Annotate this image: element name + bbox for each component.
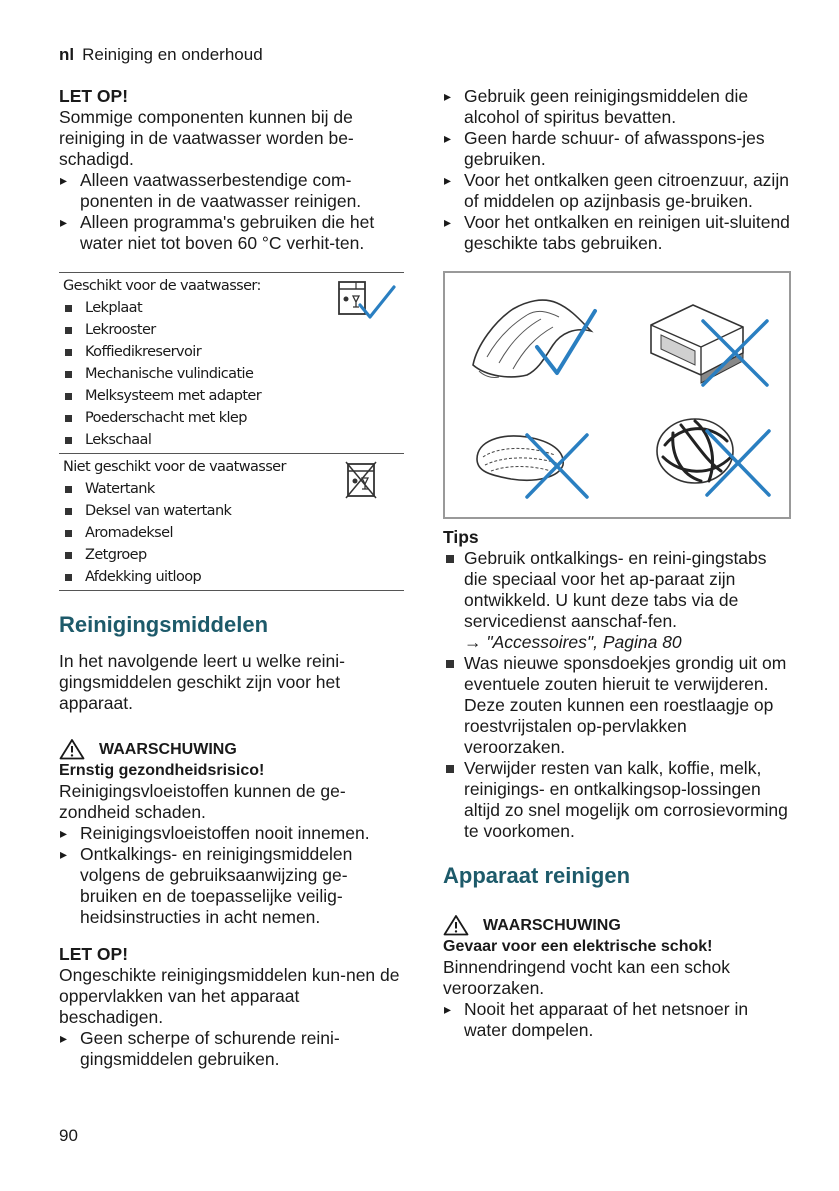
warning-icon	[59, 738, 85, 760]
list-item: ▸ Geen scherpe of schurende reini-gingsmiddelen gebruiken.	[59, 1028, 404, 1070]
list-item: ▸ Reinigingsvloeistoffen nooit innemen.	[59, 823, 404, 844]
right-column	[443, 86, 791, 1041]
warning-label: WAARSCHUWING	[483, 916, 621, 934]
list-item: Mechanische vulindicatie	[63, 363, 404, 385]
list-item: Zetgroep	[63, 544, 404, 566]
list-item: ▸ Alleen vaatwasserbestendige com-ponenten in de vaatwasser reinigen.	[59, 170, 404, 212]
list-item: Was nieuwe sponsdoekjes grondig uit om eventuele zouten hieruit te verwijderen. Deze zouten kunnen een roestlaagje op roestvrijstalen op-pervlakken veroorzaken.	[443, 653, 791, 758]
warning-subtitle: Ernstig gezondheidsrisico!	[59, 762, 265, 779]
note-title: LET OP!	[59, 944, 129, 964]
note-text: Sommige componenten kunnen bij de reiniging in de vaatwasser worden be-schadigd.	[59, 107, 354, 169]
list-item	[443, 548, 791, 653]
list-item: Deksel van watertank	[63, 500, 404, 522]
list-item: Lekrooster	[63, 319, 404, 341]
section-heading: Apparaat reinigen	[443, 863, 631, 888]
page-number: 90	[59, 1126, 78, 1145]
warning-header	[443, 914, 791, 936]
list-item: ▸ Ontkalkings- en reinigingsmiddelen volgens de gebruiksaanwijzing ge-bruiken en de toepasselijke veilig-heidsinstructies in acht nemen.	[59, 844, 404, 928]
warning-header	[59, 738, 404, 760]
note-list	[59, 170, 404, 254]
list-item: Melksysteem met adapter	[63, 385, 404, 407]
tip-text: Gebruik ontkalkings- en reini-gingstabs die speciaal voor het ap-paraat zijn ontwikkeld. U kunt deze tabs via de servicedienst aanschaf-fen.	[464, 548, 767, 631]
note-text: Ongeschikte reinigingsmiddelen kun-nen de oppervlakken van het apparaat beschadigen.	[59, 965, 400, 1027]
cloth-check-icon	[465, 287, 605, 392]
warning-text: Binnendringend vocht kan een schok veroorzaken.	[443, 957, 731, 998]
cleaning-agent-list	[443, 86, 791, 254]
list-item: ▸ Voor het ontkalken geen citroenzuur, azijn of middelen op azijnbasis ge-bruiken.	[443, 170, 791, 212]
header-title: Reiniging en onderhoud	[82, 45, 263, 64]
list-item: Afdekking uitloop	[63, 566, 404, 588]
dishwasher-table	[59, 272, 404, 591]
tips-list	[443, 548, 791, 842]
list-item: ▸ Geen harde schuur- of afwasspons-jes gebruiken.	[443, 128, 791, 170]
list-item: ▸ Voor het ontkalken en reinigen uit-sluitend geschikte tabs gebruiken.	[443, 212, 791, 254]
hard-sponge-cross-icon	[643, 291, 773, 391]
list-item: Aromadeksel	[63, 522, 404, 544]
warning-text: Reinigingsvloeistoffen kunnen de ge-zondheid schaden.	[59, 781, 346, 822]
not-dishwasher-safe-icon	[344, 460, 380, 500]
language-code: nl	[59, 45, 75, 64]
warning-list	[59, 823, 404, 928]
note-title: LET OP!	[59, 86, 129, 106]
sponge-illustration	[443, 271, 791, 519]
note-list	[59, 1028, 404, 1070]
scouring-pad-cross-icon	[467, 411, 597, 501]
warning-icon	[443, 914, 469, 936]
left-column	[59, 86, 404, 1070]
list-item: Watertank	[63, 478, 404, 500]
unsuitable-title: Niet geschikt voor de vaatwasser	[63, 459, 286, 475]
warning-subtitle: Gevaar voor een elektrische schok!	[443, 938, 713, 955]
suitable-title: Geschikt voor de vaatwasser:	[63, 278, 261, 294]
list-item: Lekplaat	[63, 297, 404, 319]
section-intro: In het navolgende leert u welke reini-gingsmiddelen geschikt zijn voor het apparaat.	[59, 651, 346, 713]
list-item: Poederschacht met klep	[63, 407, 404, 429]
list-item: Koffiedikreservoir	[63, 341, 404, 363]
mesh-pad-cross-icon	[651, 405, 781, 505]
cross-reference-link[interactable]: → "Accessoires", Pagina 80	[464, 632, 682, 652]
list-item: ▸ Nooit het apparaat of het netsnoer in water dompelen.	[443, 999, 791, 1041]
list-item: ▸ Gebruik geen reinigingsmiddelen die alcohol of spiritus bevatten.	[443, 86, 791, 128]
warning-label: WAARSCHUWING	[99, 740, 237, 758]
warning-list	[443, 999, 791, 1041]
tips-title: Tips	[443, 527, 479, 547]
section-heading: Reinigingsmiddelen	[59, 612, 269, 637]
suitable-section	[59, 273, 404, 453]
dishwasher-safe-icon	[336, 279, 398, 321]
list-item: ▸ Alleen programma's gebruiken die het water niet tot boven 60 °C verhit-ten.	[59, 212, 404, 254]
unsuitable-section	[59, 453, 404, 590]
list-item: Verwijder resten van kalk, koffie, melk, reinigings- en ontkalkingsop-lossingen altijd zo snel mogelijk om corrosievorming te voorkomen.	[443, 758, 791, 842]
list-item: Lekschaal	[63, 429, 404, 451]
page-header	[59, 45, 263, 65]
